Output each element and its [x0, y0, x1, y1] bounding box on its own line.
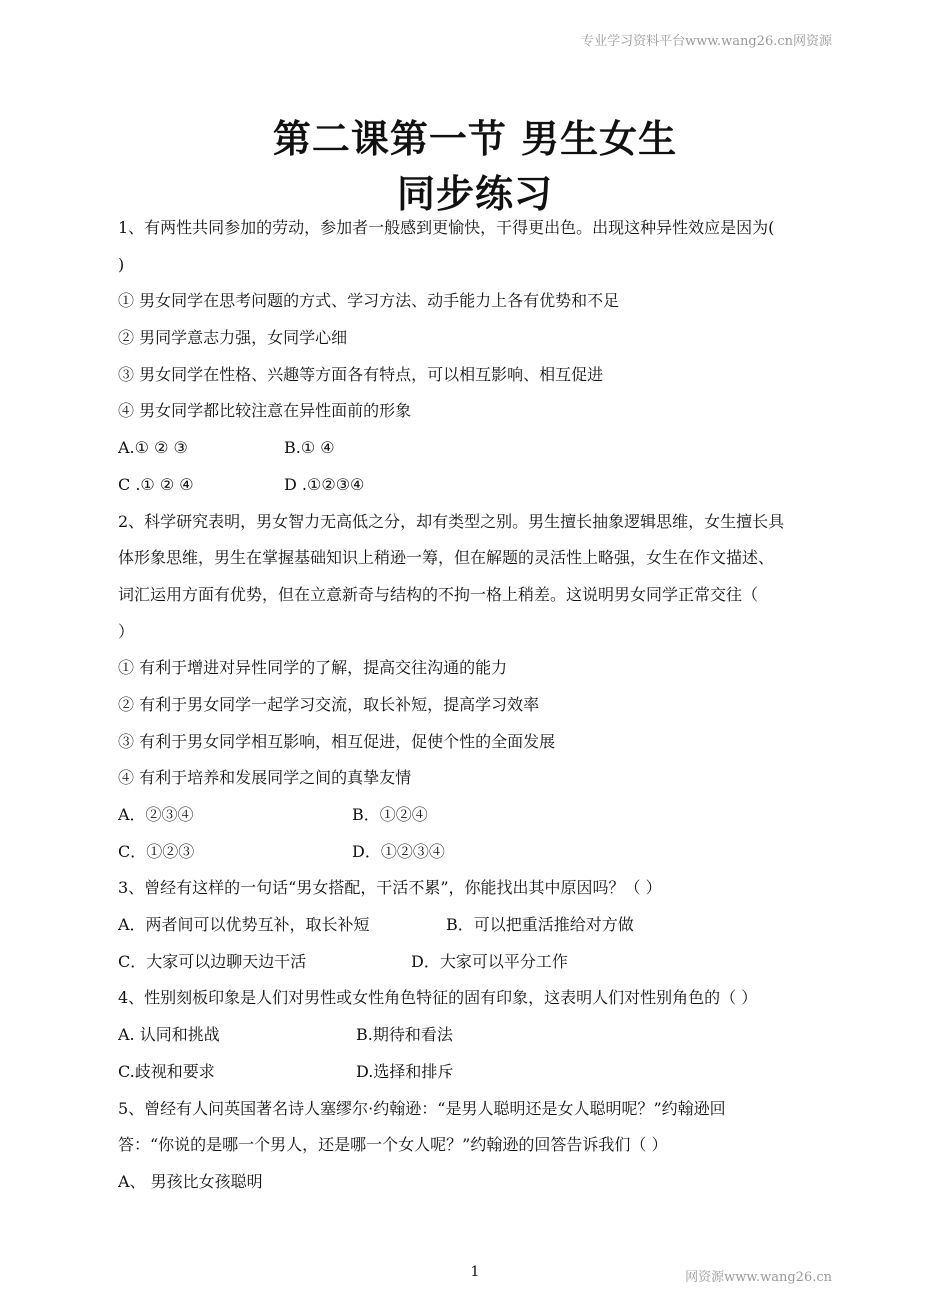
q3-options-row2: [118, 944, 834, 981]
q2-statement-3: ③ 有利于男女同学相互影响，相互促进，促使个性的全面发展: [118, 731, 556, 751]
q2-stem-line2: 体形象思维，男生在掌握基础知识上稍逊一筹，但在解题的灵活性上略强，女生在作文描述、: [118, 548, 775, 568]
q1-statement-4: ④ 男女同学都比较注意在异性面前的形象: [118, 401, 412, 421]
q3-stem: 3、曾经有这样的一句话“男女搭配，干活不累”，你能找出其中原因吗？（ ）: [118, 878, 662, 898]
q2-stem-line3: 词汇运用方面有优势，但在立意新奇与结构的不拘一格上稍差。这说明男女同学正常交往（: [118, 584, 759, 604]
q4-stem: 4、性别刻板印象是人们对男性或女性角色特征的固有印象，这表明人们对性别角色的（ ）: [118, 988, 758, 1008]
q1-stem-line2: ): [118, 254, 125, 274]
q3-options-row1: [118, 907, 834, 944]
q2-statement-4: ④ 有利于培养和发展同学之间的真挚友情: [118, 768, 412, 788]
q3-option-a: A．两者间可以优势互补，取长补短: [118, 915, 370, 935]
q3-option-c: C．大家可以边聊天边干活: [118, 951, 307, 971]
q2-option-a: A．②③④: [118, 805, 194, 824]
page-subtitle: 同步练习: [396, 171, 553, 216]
q5-stem-line2: 答：“你说的是哪一个男人，还是哪一个女人呢？”约翰逊的回答告诉我们（ ）: [118, 1135, 668, 1155]
q5-option-a: A、 男孩比女孩聪明: [118, 1171, 263, 1191]
q2-statement-2: ② 有利于男女同学一起学习交流，取长补短，提高学习效率: [118, 694, 540, 714]
q1-statement-1: ① 男女同学在思考问题的方式、学习方法、动手能力上各有优势和不足: [118, 291, 620, 311]
footer-watermark: 网资源www.wang26.cn: [685, 1270, 832, 1285]
q1-option-b: B.① ④: [284, 438, 335, 458]
header-watermark: 专业学习资料平台www.wang26.cn网资源: [581, 34, 832, 49]
page-number: 1: [470, 1264, 480, 1280]
page-title: 第二课第一节 男生女生: [272, 116, 678, 161]
q2-stem-line1: 2、科学研究表明，男女智力无高低之分，却有类型之别。男生擅长抽象逻辑思维，女生擅长具: [118, 511, 785, 531]
exercise-body: [118, 210, 834, 1201]
q1-option-a: A.① ② ③: [118, 438, 188, 458]
q5-stem-line1: 5、曾经有人问英国著名诗人塞缪尔·约翰逊：“是男人聪明还是女人聪明呢？”约翰逊回: [118, 1098, 726, 1118]
q1-options-row1: [118, 430, 834, 467]
q4-option-a: A. 认同和挑战: [118, 1025, 220, 1045]
q2-options-row2: [118, 834, 834, 871]
q1-statement-3: ③ 男女同学在性格、兴趣等方面各有特点，可以相互影响、相互促进: [118, 364, 604, 384]
q3-option-d: D．大家可以平分工作: [411, 951, 568, 971]
q1-option-c: C .① ② ④: [118, 474, 194, 494]
q3-option-b: B．可以把重活推给对方做: [446, 915, 634, 935]
q1-options-row2: [118, 467, 834, 504]
q2-statement-1: ① 有利于增进对异性同学的了解，提高交往沟通的能力: [118, 658, 508, 678]
q4-option-c: C.歧视和要求: [118, 1061, 215, 1081]
q1-statement-2: ② 男同学意志力强，女同学心细: [118, 328, 348, 348]
q4-option-b: B.期待和看法: [356, 1025, 453, 1045]
q1-stem-line1: 1、有两性共同参加的劳动，参加者一般感到更愉快，干得更出色。出现这种异性效应是因为(: [118, 218, 775, 237]
q2-option-d: D．①②③④: [352, 841, 445, 861]
q4-options-row2: [118, 1054, 834, 1091]
q2-options-row1: [118, 797, 834, 834]
q1-option-d: D .①②③④: [284, 474, 365, 494]
q4-options-row1: [118, 1017, 834, 1054]
q4-option-d: D.选择和排斥: [356, 1061, 454, 1081]
q2-stem-line4: ）: [118, 621, 135, 641]
q2-option-c: C．①②③: [118, 841, 195, 861]
q2-option-b: B．①②④: [352, 805, 428, 824]
